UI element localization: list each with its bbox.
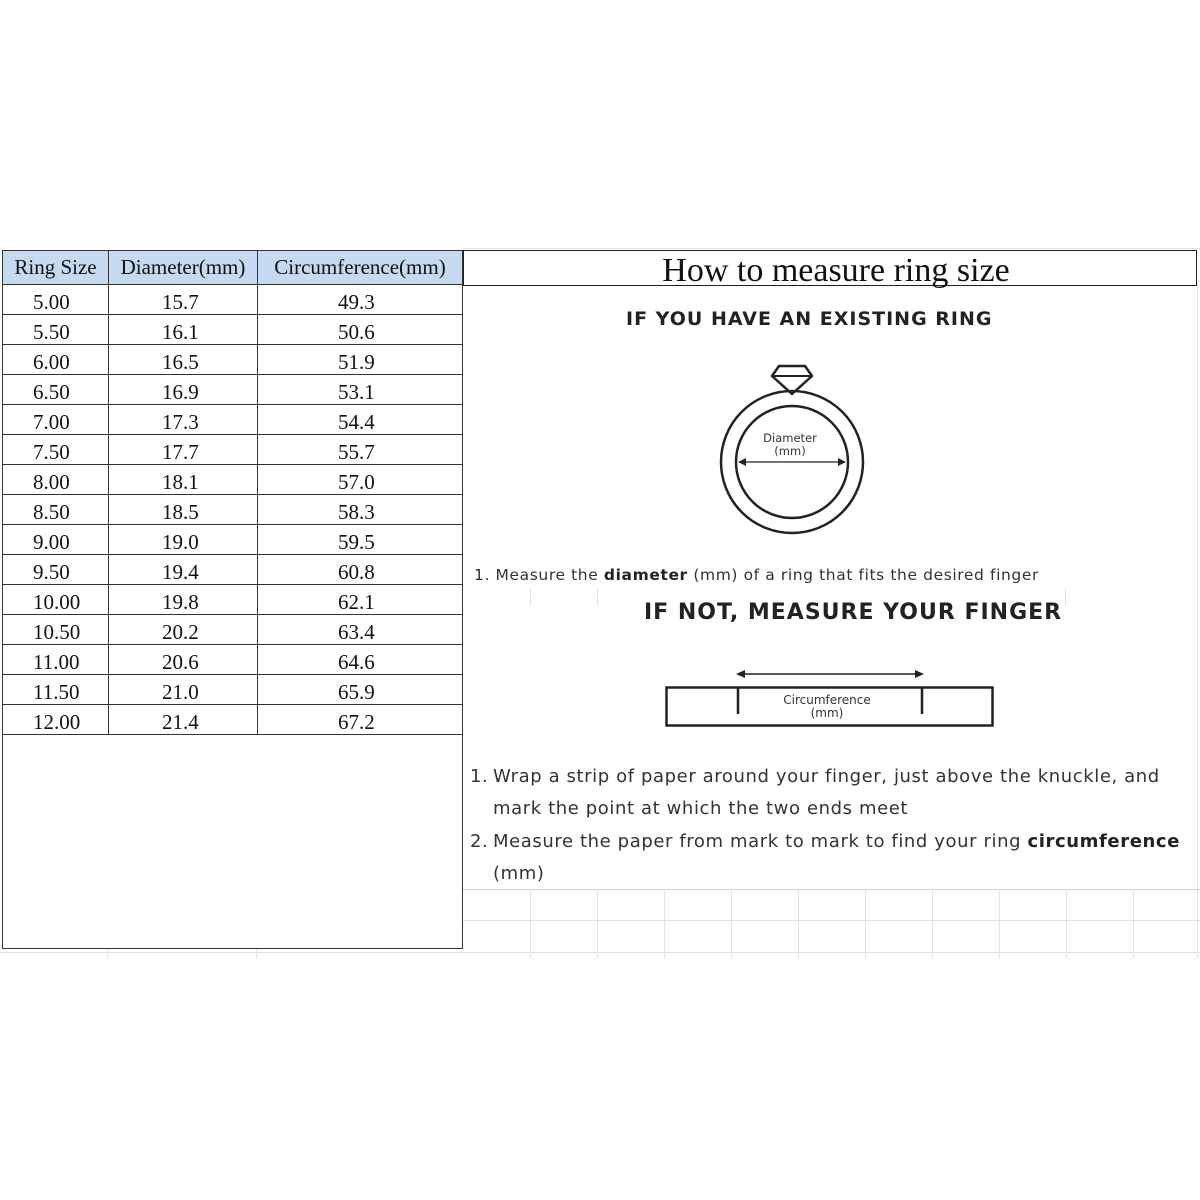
step-wrap-paper bbox=[470, 766, 1160, 787]
table-row bbox=[3, 315, 463, 345]
step-text: Measure the bbox=[495, 566, 599, 584]
gridline bbox=[999, 890, 1000, 958]
step-number: 2. bbox=[470, 831, 489, 852]
step-emphasis-diameter: diameter bbox=[603, 566, 688, 584]
gridline bbox=[1133, 890, 1134, 958]
table-row bbox=[3, 495, 463, 525]
cell-circumference: 58.3 bbox=[258, 495, 463, 525]
step-number: 1. bbox=[470, 766, 489, 787]
cell-ring-size: 9.50 bbox=[3, 555, 109, 585]
cell-circumference: 59.5 bbox=[258, 525, 463, 555]
measure-finger-heading: IF NOT, MEASURE YOUR FINGER bbox=[644, 600, 1063, 625]
cell-ring-size: 5.50 bbox=[3, 315, 109, 345]
cell-diameter: 20.6 bbox=[109, 645, 258, 675]
cell-diameter: 15.7 bbox=[109, 285, 258, 315]
panel-divider bbox=[463, 889, 1200, 890]
header-circumference: Circumference(mm) bbox=[258, 251, 463, 285]
gridline bbox=[107, 948, 108, 958]
cell-circumference: 64.6 bbox=[258, 645, 463, 675]
table-empty-area bbox=[2, 718, 463, 949]
step-text: Measure the paper from mark to mark to find your ring bbox=[493, 831, 1022, 852]
gridline bbox=[798, 890, 799, 958]
diameter-label: Diameter bbox=[763, 431, 817, 445]
step-emphasis-circumference: circumference bbox=[1027, 831, 1181, 852]
cell-diameter: 19.4 bbox=[109, 555, 258, 585]
table-row bbox=[3, 525, 463, 555]
cell-diameter: 16.1 bbox=[109, 315, 258, 345]
cell-ring-size: 9.00 bbox=[3, 525, 109, 555]
cell-ring-size: 6.00 bbox=[3, 345, 109, 375]
arrow-head-right bbox=[838, 458, 846, 466]
cell-circumference: 51.9 bbox=[258, 345, 463, 375]
cell-circumference: 55.7 bbox=[258, 435, 463, 465]
cell-circumference: 63.4 bbox=[258, 615, 463, 645]
table-row bbox=[3, 285, 463, 315]
cell-diameter: 20.2 bbox=[109, 615, 258, 645]
gridline bbox=[664, 890, 665, 958]
circumference-label: Circumference bbox=[783, 693, 871, 707]
paper-strip-diagram bbox=[664, 666, 996, 730]
cell-diameter: 21.4 bbox=[109, 705, 258, 735]
ring-diagram bbox=[712, 360, 872, 535]
arrow-head-right bbox=[915, 670, 924, 678]
gridline bbox=[731, 890, 732, 958]
step-measure-paper-continued bbox=[470, 863, 545, 884]
table-row bbox=[3, 555, 463, 585]
cell-ring-size: 7.00 bbox=[3, 405, 109, 435]
header-ring-size: Ring Size bbox=[3, 251, 109, 285]
gridline bbox=[256, 948, 257, 958]
gridline bbox=[530, 588, 531, 606]
gridline bbox=[1065, 588, 1066, 606]
table-row bbox=[3, 585, 463, 615]
cell-diameter: 16.5 bbox=[109, 345, 258, 375]
cell-ring-size: 8.00 bbox=[3, 465, 109, 495]
gridline bbox=[865, 890, 866, 958]
step-measure-diameter bbox=[474, 566, 1039, 584]
cell-diameter: 18.5 bbox=[109, 495, 258, 525]
header-diameter: Diameter(mm) bbox=[109, 251, 258, 285]
arrow-head-left bbox=[738, 458, 746, 466]
gridline bbox=[463, 248, 1200, 249]
cell-diameter: 18.1 bbox=[109, 465, 258, 495]
gridline bbox=[463, 920, 1200, 921]
gridline bbox=[932, 890, 933, 958]
cell-ring-size: 10.00 bbox=[3, 585, 109, 615]
ring-size-table bbox=[2, 250, 463, 735]
table-body bbox=[3, 285, 463, 735]
guide-title: How to measure ring size bbox=[463, 250, 1197, 286]
cell-ring-size: 12.00 bbox=[3, 705, 109, 735]
step-measure-paper bbox=[470, 831, 1180, 852]
circumference-unit-label: (mm) bbox=[810, 706, 844, 720]
gridline bbox=[1066, 890, 1067, 958]
cell-circumference: 67.2 bbox=[258, 705, 463, 735]
cell-diameter: 19.0 bbox=[109, 525, 258, 555]
cell-circumference: 54.4 bbox=[258, 405, 463, 435]
cell-circumference: 53.1 bbox=[258, 375, 463, 405]
cell-ring-size: 7.50 bbox=[3, 435, 109, 465]
table-row bbox=[3, 345, 463, 375]
cell-circumference: 65.9 bbox=[258, 675, 463, 705]
table-row bbox=[3, 615, 463, 645]
cell-ring-size: 11.00 bbox=[3, 645, 109, 675]
step-text: (mm) of a ring that fits the desired finger bbox=[693, 566, 1039, 584]
table-row bbox=[3, 645, 463, 675]
step-number: 1. bbox=[474, 566, 490, 584]
cell-circumference: 50.6 bbox=[258, 315, 463, 345]
ring-size-sheet bbox=[0, 248, 1200, 958]
table-row bbox=[3, 435, 463, 465]
table-row bbox=[3, 375, 463, 405]
cell-circumference: 57.0 bbox=[258, 465, 463, 495]
gridline bbox=[0, 952, 1200, 953]
gridline bbox=[530, 890, 531, 958]
cell-ring-size: 6.50 bbox=[3, 375, 109, 405]
cell-circumference: 49.3 bbox=[258, 285, 463, 315]
table-row bbox=[3, 465, 463, 495]
cell-ring-size: 8.50 bbox=[3, 495, 109, 525]
arrow-head-left bbox=[736, 670, 745, 678]
gridline bbox=[597, 588, 598, 606]
diameter-unit-label: (mm) bbox=[774, 444, 806, 458]
cell-ring-size: 5.00 bbox=[3, 285, 109, 315]
existing-ring-heading: IF YOU HAVE AN EXISTING RING bbox=[626, 308, 993, 330]
cell-diameter: 21.0 bbox=[109, 675, 258, 705]
cell-diameter: 17.3 bbox=[109, 405, 258, 435]
table-row bbox=[3, 675, 463, 705]
step-text: Wrap a strip of paper around your finger, just above the knuckle, and bbox=[493, 766, 1160, 787]
table-header-row bbox=[3, 251, 463, 285]
cell-diameter: 16.9 bbox=[109, 375, 258, 405]
cell-diameter: 19.8 bbox=[109, 585, 258, 615]
cell-circumference: 62.1 bbox=[258, 585, 463, 615]
gridline bbox=[597, 890, 598, 958]
step-text: mark the point at which the two ends meet bbox=[493, 798, 909, 819]
step-text: (mm) bbox=[493, 863, 545, 884]
gridline bbox=[1197, 284, 1198, 958]
step-wrap-paper-continued bbox=[470, 798, 908, 819]
cell-ring-size: 10.50 bbox=[3, 615, 109, 645]
cell-diameter: 17.7 bbox=[109, 435, 258, 465]
cell-ring-size: 11.50 bbox=[3, 675, 109, 705]
table-row bbox=[3, 405, 463, 435]
cell-circumference: 60.8 bbox=[258, 555, 463, 585]
